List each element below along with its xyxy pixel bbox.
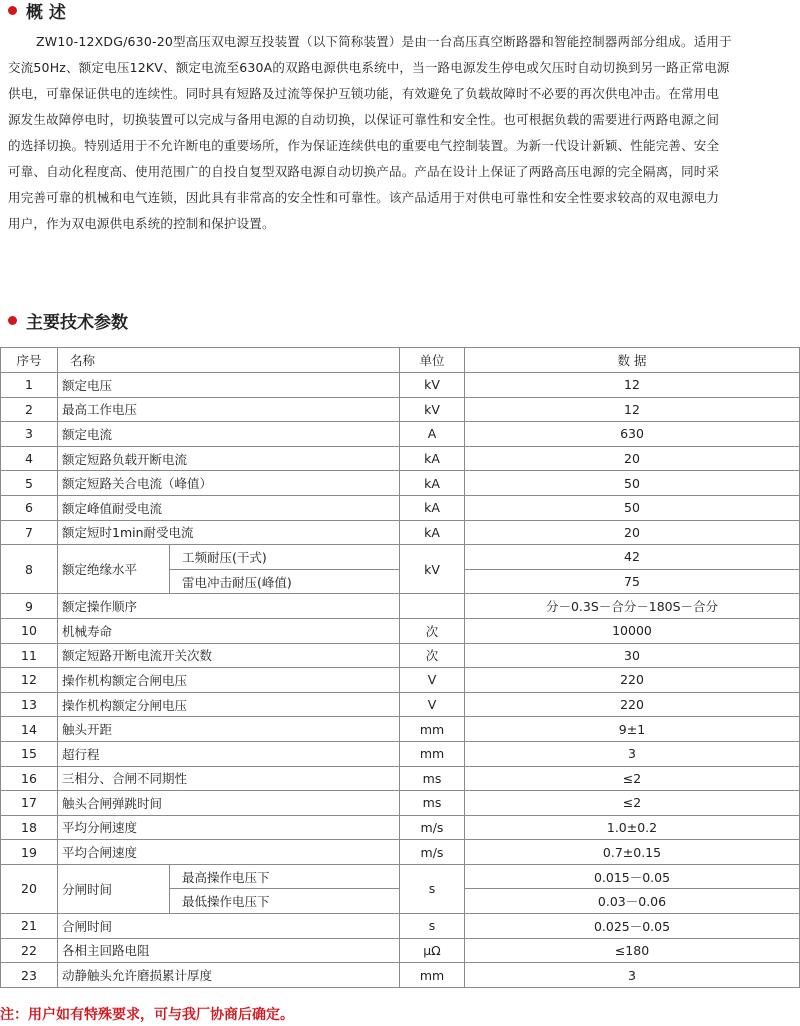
row-index: 15 [1,741,58,766]
table-row [1,717,800,742]
row-unit: kV [400,545,465,594]
row-value: 0.7±0.15 [465,840,800,865]
row-value: 0.015－0.05 [465,864,800,889]
row-name: 动静触头允许磨损累计厚度 [58,963,400,988]
overview-line: 交流50Hz、额定电压12KV、额定电流至630A的双路电源供电系统中，当一路电源发生停电或欠压时自动切换到另一路正常电源 [8,60,730,75]
table-row [1,422,800,447]
row-value: 1.0±0.2 [465,815,800,840]
row-unit: kA [400,471,465,496]
table-row [1,791,800,816]
row-name: 平均分闸速度 [58,815,400,840]
row-subname: 工频耐压(干式) [170,545,400,570]
row-value: ≤180 [465,938,800,963]
table-row [1,618,800,643]
table-row [1,594,800,619]
overview-title: 概 述 [26,3,66,23]
table-row [1,938,800,963]
row-value: 0.025－0.05 [465,914,800,939]
header-unit: 单位 [400,348,465,373]
row-value: 220 [465,668,800,693]
table-row [1,495,800,520]
row-unit: mm [400,717,465,742]
params-title: 主要技术参数 [26,313,128,333]
row-name: 各相主回路电阻 [58,938,400,963]
params-heading [8,308,128,333]
row-unit: kA [400,495,465,520]
table-row [1,397,800,422]
row-index: 21 [1,914,58,939]
header-idx: 序号 [1,348,58,373]
table-row [1,963,800,988]
header-value: 数 据 [465,348,800,373]
table-row [1,446,800,471]
row-value: 75 [465,569,800,594]
row-name: 超行程 [58,741,400,766]
row-name: 额定操作顺序 [58,594,400,619]
row-index: 2 [1,397,58,422]
row-value: 分－0.3S－合分－180S－合分 [465,594,800,619]
row-index: 9 [1,594,58,619]
row-index: 22 [1,938,58,963]
row-name: 分闸时间 [58,864,170,913]
row-name: 额定峰值耐受电流 [58,495,400,520]
row-index: 6 [1,495,58,520]
row-value: ≤2 [465,791,800,816]
row-index: 1 [1,373,58,398]
overview-text [8,29,800,237]
row-name: 平均合闸速度 [58,840,400,865]
overview-line: 供电，可靠保证供电的连续性。同时具有短路及过流等保护互锁功能，有效避免了负载故障时不必要的再次供电冲击。在常用电 [8,86,720,101]
overview-line: 用完善可靠的机械和电气连锁，因此具有非常高的安全性和可靠性。该产品适用于对供电可靠性和安全性要求较高的双电源电力 [8,190,720,205]
row-value: 3 [465,741,800,766]
row-value: 220 [465,692,800,717]
overview-line: 源发生故障停电时，切换装置可以完成与备用电源的自动切换，以保证可靠性和安全性。也可根据负载的需要进行两路电源之间 [8,112,720,127]
row-index: 8 [1,545,58,594]
row-name: 额定短时1min耐受电流 [58,520,400,545]
row-index: 10 [1,618,58,643]
row-name: 触头合闸弹跳时间 [58,791,400,816]
row-name: 最高工作电压 [58,397,400,422]
table-row [1,840,800,865]
row-subname: 最高操作电压下 [170,864,400,889]
table-row [1,520,800,545]
row-index: 20 [1,864,58,913]
table-row [1,766,800,791]
row-name: 额定短路关合电流（峰值） [58,471,400,496]
row-index: 12 [1,668,58,693]
row-name: 操作机构额定分闸电压 [58,692,400,717]
overview-line: 用户，作为双电源供电系统的控制和保护设置。 [8,216,275,231]
row-unit: ms [400,766,465,791]
row-value: 20 [465,520,800,545]
row-name: 额定绝缘水平 [58,545,170,594]
row-name: 额定短路开断电流开关次数 [58,643,400,668]
row-index: 23 [1,963,58,988]
row-unit: mm [400,963,465,988]
row-unit: kV [400,373,465,398]
row-name: 额定电压 [58,373,400,398]
red-bullet-icon [8,6,17,15]
header-name: 名称 [58,348,400,373]
row-value: 9±1 [465,717,800,742]
row-index: 16 [1,766,58,791]
row-value: 3 [465,963,800,988]
table-row [1,373,800,398]
row-index: 13 [1,692,58,717]
row-name: 合闸时间 [58,914,400,939]
table-row [1,864,800,889]
params-table [0,347,800,988]
row-unit: μΩ [400,938,465,963]
row-value: 20 [465,446,800,471]
row-index: 11 [1,643,58,668]
footnote: 注：用户如有特殊要求，可与我厂协商后确定。 [0,1007,294,1023]
table-row [1,668,800,693]
row-unit [400,594,465,619]
row-name: 操作机构额定合闸电压 [58,668,400,693]
row-index: 18 [1,815,58,840]
row-name: 额定短路负载开断电流 [58,446,400,471]
row-unit: 次 [400,643,465,668]
overview-heading [8,0,66,23]
row-unit: s [400,864,465,913]
row-index: 19 [1,840,58,865]
row-value: 630 [465,422,800,447]
row-unit: mm [400,741,465,766]
row-value: 50 [465,471,800,496]
row-unit: kV [400,397,465,422]
row-index: 7 [1,520,58,545]
row-index: 14 [1,717,58,742]
row-value: 50 [465,495,800,520]
row-unit: m/s [400,840,465,865]
row-unit: 次 [400,618,465,643]
row-unit: kA [400,446,465,471]
row-unit: s [400,914,465,939]
row-value: 10000 [465,618,800,643]
row-name: 额定电流 [58,422,400,447]
row-value: ≤2 [465,766,800,791]
row-index: 5 [1,471,58,496]
table-row [1,741,800,766]
row-value: 42 [465,545,800,570]
overview-line: ZW10-12XDG/630-20型高压双电源互投装置（以下简称装置）是由一台高压真空断路器和智能控制器两部分组成。适用于 [36,34,732,49]
row-index: 4 [1,446,58,471]
table-row [1,545,800,570]
overview-line: 可靠、自动化程度高、使用范围广的自投自复型双路电源自动切换产品。产品在设计上保证了两路高压电源的完全隔离，同时采 [8,164,720,179]
overview-line: 的选择切换。特别适用于不允许断电的重要场所，作为保证连续供电的重要电气控制装置。为新一代设计新颖、性能完善、安全 [8,138,720,153]
row-value: 12 [465,373,800,398]
table-row [1,471,800,496]
row-value: 30 [465,643,800,668]
row-value: 12 [465,397,800,422]
table-row [1,914,800,939]
row-unit: V [400,692,465,717]
row-unit: kA [400,520,465,545]
red-bullet-icon [8,316,17,325]
row-unit: A [400,422,465,447]
row-unit: V [400,668,465,693]
table-row [1,643,800,668]
row-subname: 雷电冲击耐压(峰值) [170,569,400,594]
table-row [1,692,800,717]
row-name: 三相分、合闸不同期性 [58,766,400,791]
row-subname: 最低操作电压下 [170,889,400,914]
table-header-row [1,348,800,373]
row-name: 机械寿命 [58,618,400,643]
table-row [1,815,800,840]
row-name: 触头开距 [58,717,400,742]
row-index: 17 [1,791,58,816]
row-index: 3 [1,422,58,447]
row-unit: m/s [400,815,465,840]
row-unit: ms [400,791,465,816]
row-value: 0.03－0.06 [465,889,800,914]
